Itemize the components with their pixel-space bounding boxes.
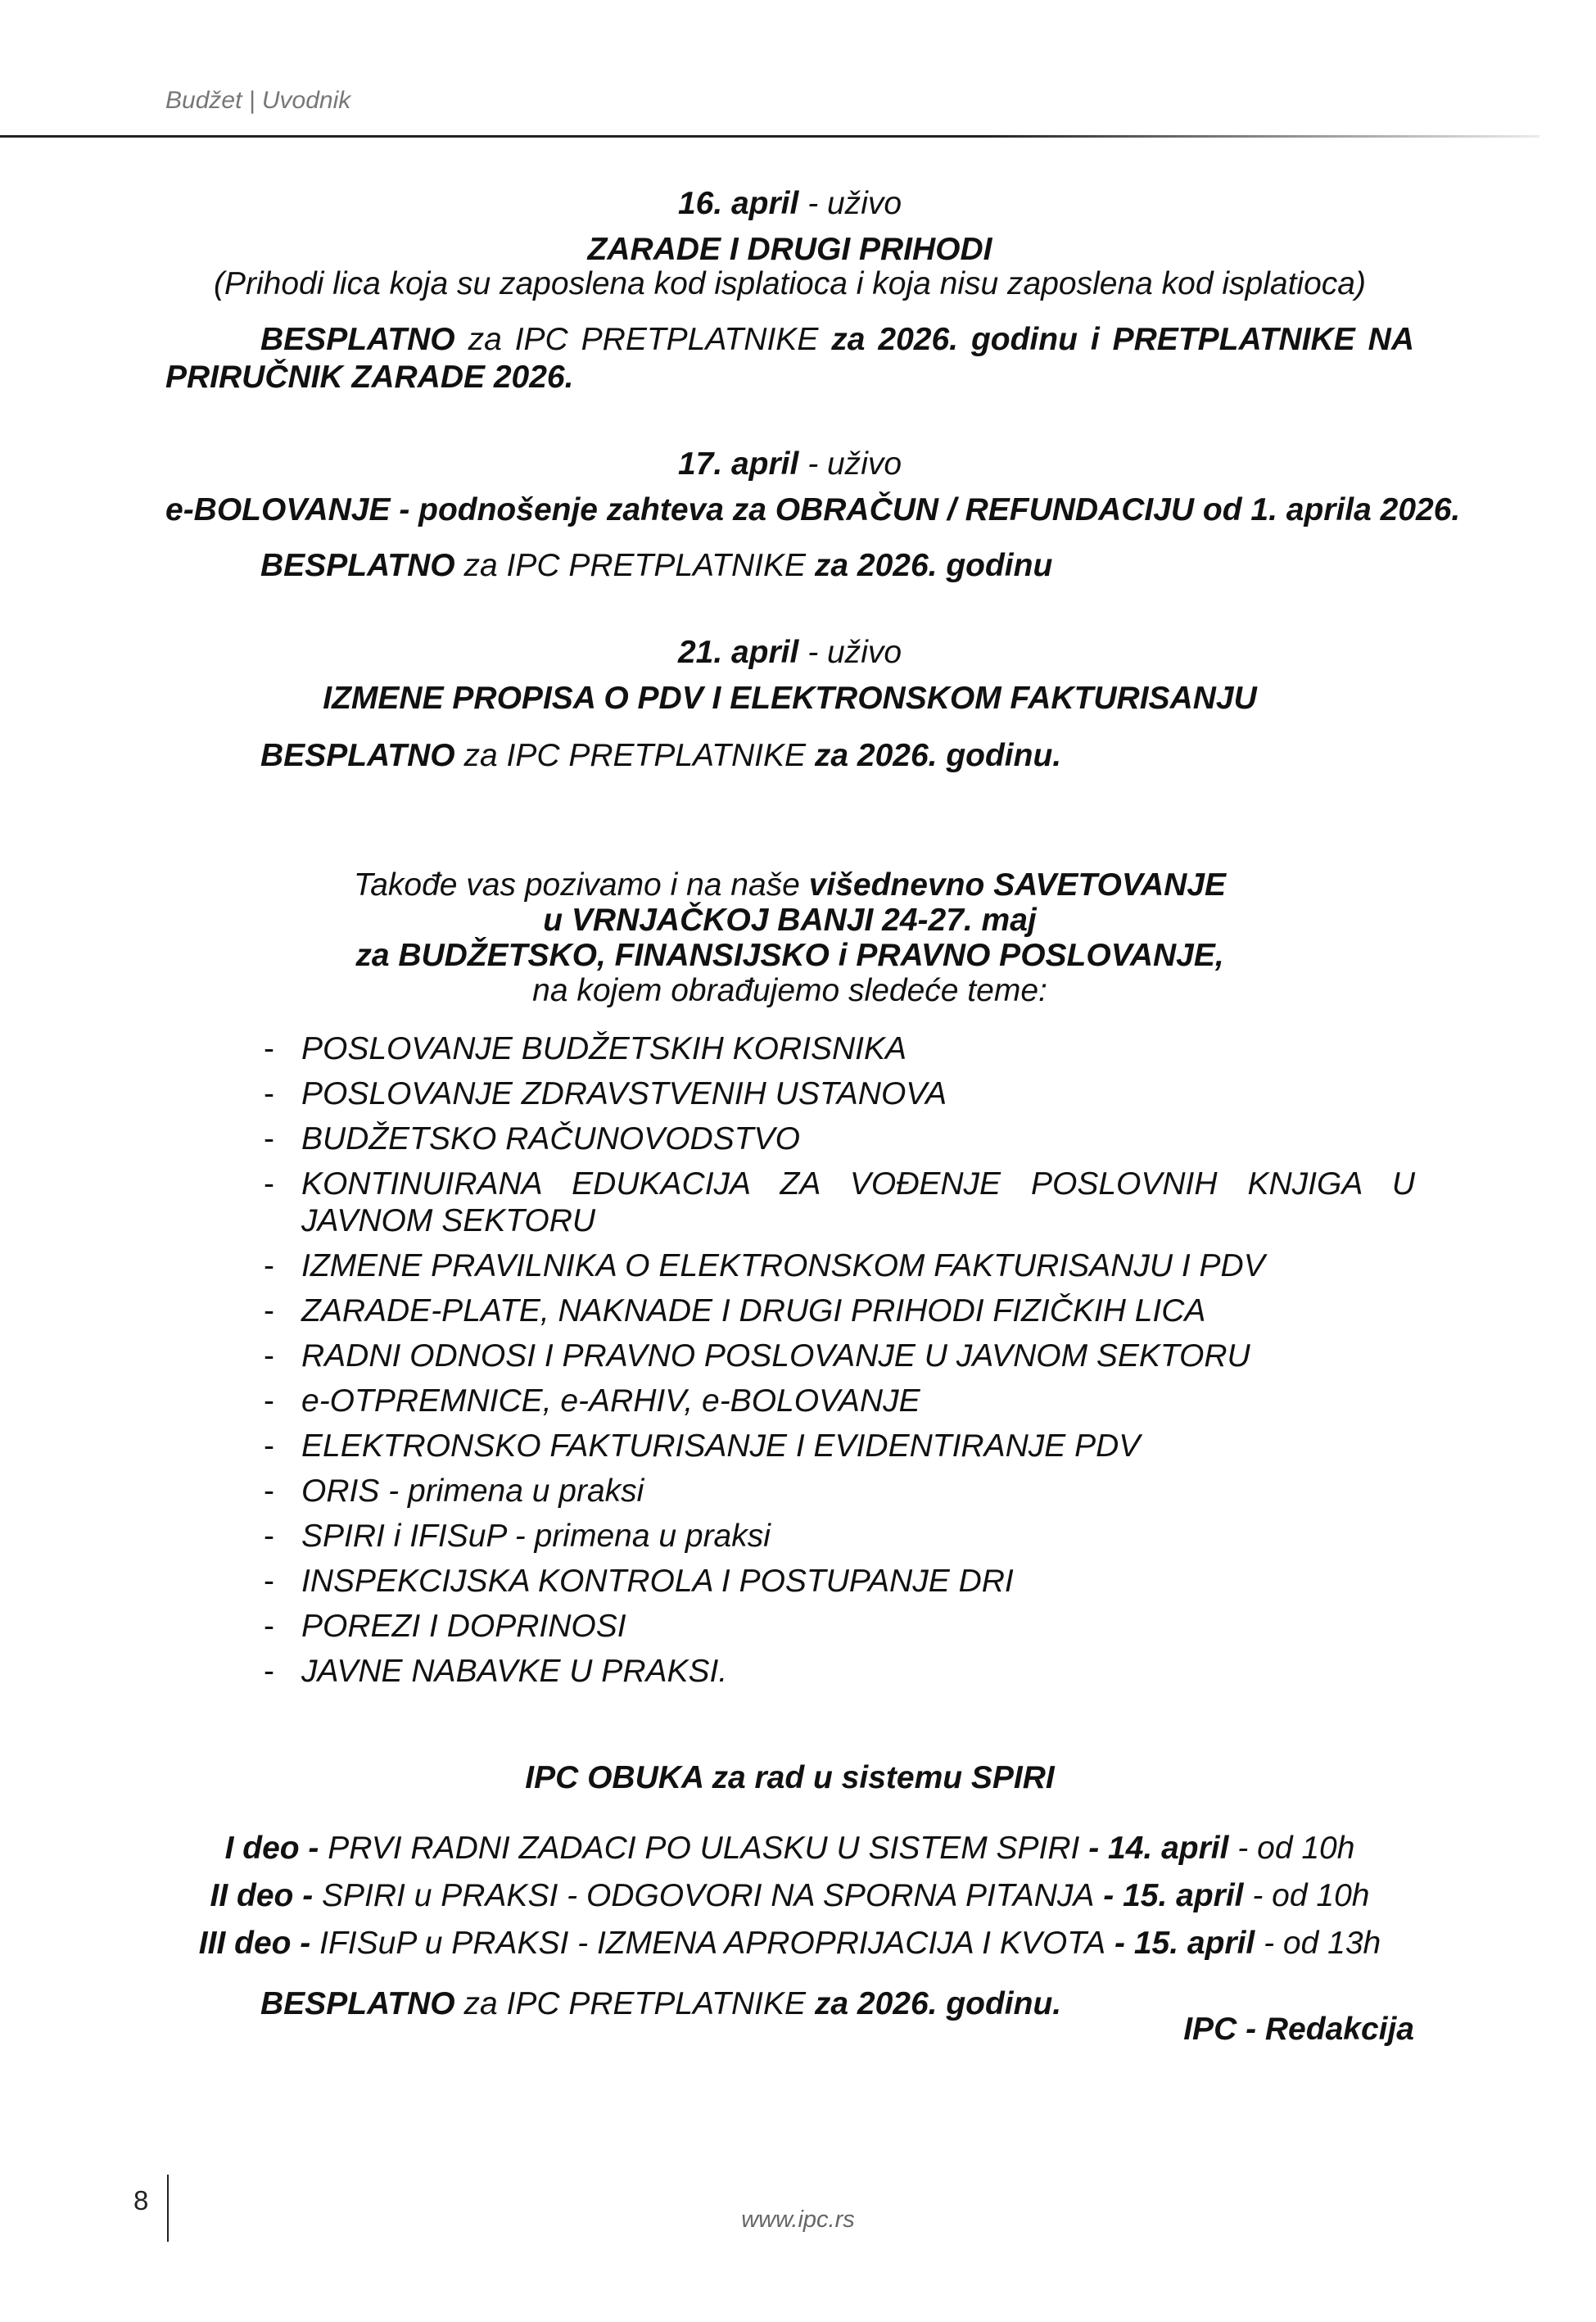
topic-text: INSPEKCIJSKA KONTROLA I POSTUPANJE DRI [301,1564,1014,1599]
topic-dash: - [264,1428,274,1464]
topic-item [260,1653,1415,1690]
event-2-date: 17. april [677,446,799,482]
header-separator: | [248,87,255,114]
topic-dash: - [264,1609,274,1644]
training-part-1-label: I deo - [224,1831,328,1866]
event-3-mode: - uživo [798,635,902,670]
topic-text: KONTINUIRANA EDUKACIJA ZA VOĐENJE POSLOVNIH KNJIGA U JAVNOM SEKTORU [301,1166,1415,1238]
event-3-date-line [165,634,1414,672]
event-3-free-note [260,737,1061,775]
event-1-date-line [165,185,1414,223]
topic-text: BUDŽETSKO RAČUNOVODSTVO [301,1121,800,1156]
topic-list [260,1030,1415,1698]
topic-text: RADNI ODNOSI I PRAVNO POSLOVANJE U JAVNOM SEKTORU [301,1338,1250,1374]
topic-item [260,1608,1415,1645]
header-rule-fade [983,135,1596,138]
topic-text: JAVNE NABAVKE U PRAKSI. [301,1654,728,1689]
training-free-a: BESPLATNO [260,1986,455,2021]
event-1-subtitle: (Prihodi lica koja su zaposlena kod isplatioca i koja nisu zaposlena kod isplatioca) [214,266,1366,301]
training-part-2-time: - od 10h [1243,1878,1370,1913]
topic-dash: - [264,1564,274,1599]
training-title: IPC OBUKA za rad u sistemu SPIRI [525,1760,1055,1795]
training-part-3-time: - od 13h [1255,1926,1381,1961]
topic-dash: - [264,1519,274,1554]
training-part-1-date: - 14. april [1079,1831,1229,1866]
topic-dash: - [264,1076,274,1111]
event-2-free-note [260,547,1052,585]
header-section: Budžet [165,87,242,114]
topic-dash: - [264,1338,274,1374]
topic-item [260,1075,1415,1112]
event-2-free-b: za IPC PRETPLATNIKE [454,548,815,583]
event-2-title: e-BOLOVANJE - podnošenje zahteva za OBRAČUN / REFUNDACIJU od 1. aprila 2026. [165,492,1461,527]
event-1-free-note [165,321,1414,396]
invite-line-1 [165,867,1414,904]
invite-line-3: za BUDŽETSKO, FINANSIJSKO i PRAVNO POSLOVANJE, [355,938,1224,973]
training-part-3-date: - 15. april [1105,1926,1255,1961]
training-part-2 [165,1877,1414,1915]
event-2-free-a: BESPLATNO [260,548,455,583]
topic-item [260,1247,1415,1284]
topic-text: e-OTPREMNICE, e-ARHIV, e-BOLOVANJE [301,1383,920,1419]
topic-item [260,1292,1415,1329]
event-1-mode: - uživo [798,186,902,221]
topic-text: ELEKTRONSKO FAKTURISANJE I EVIDENTIRANJE PDV [301,1428,1141,1464]
topic-text: ORIS - primena u praksi [301,1473,644,1509]
topic-item [260,1338,1415,1374]
signature: IPC - Redakcija [1183,2012,1414,2047]
topic-dash: - [264,1121,274,1156]
event-3-free-b: za IPC PRETPLATNIKE [454,738,815,773]
training-free-note [260,1985,1061,2023]
training-part-2-label: II deo - [210,1878,323,1913]
topic-item [260,1473,1415,1510]
topic-item [260,1120,1415,1157]
topic-item [260,1166,1415,1239]
topic-item [260,1563,1415,1600]
footer-url[interactable]: www.ipc.rs [741,2207,855,2233]
topic-item [260,1030,1415,1067]
event-2-date-line [165,446,1414,483]
event-3-free-a: BESPLATNO [260,738,455,773]
invite-line-1a: Takođe vas pozivamo i na naše [353,867,809,903]
event-3-free-c: za 2026. godinu. [814,738,1062,773]
topic-text: POREZI I DOPRINOSI [301,1609,626,1644]
topic-text: ZARADE-PLATE, NAKNADE I DRUGI PRIHODI FIZIČKIH LICA [301,1293,1206,1328]
topic-dash: - [264,1248,274,1283]
training-part-3 [165,1925,1414,1962]
topic-text: SPIRI i IFISuP - primena u praksi [301,1519,771,1554]
header-subsection: Uvodnik [261,87,351,114]
event-1-free-a: BESPLATNO [260,322,455,357]
training-free-c: za 2026. godinu. [814,1986,1062,2021]
topic-dash: - [264,1654,274,1689]
training-part-3-label: III deo - [198,1926,320,1961]
invite-line-4: na kojem obrađujemo sledeće teme: [532,973,1047,1008]
topic-dash: - [264,1166,274,1202]
page-number: 8 [133,2185,149,2216]
training-part-2-date: - 15. april [1094,1878,1244,1913]
training-free-b: za IPC PRETPLATNIKE [454,1986,815,2021]
training-part-1-time: - od 10h [1228,1831,1355,1866]
topic-text: POSLOVANJE ZDRAVSTVENIH USTANOVA [301,1076,947,1111]
event-1-title: ZARADE I DRUGI PRIHODI [587,232,992,267]
topic-item [260,1383,1415,1419]
event-3-date: 21. april [677,635,799,670]
event-1-date: 16. april [677,186,799,221]
topic-text: IZMENE PRAVILNIKA O ELEKTRONSKOM FAKTURISANJU I PDV [301,1248,1265,1283]
topic-item [260,1518,1415,1555]
topic-text: POSLOVANJE BUDŽETSKIH KORISNIKA [301,1031,907,1066]
event-1-free-c: za 2026. godinu i PRETPLATNIKE NA PRIRUČNIK ZARADE 2026. [165,322,1414,395]
training-part-2-topic: SPIRI u PRAKSI - ODGOVORI NA SPORNA PITANJA [322,1878,1095,1913]
topic-item [260,1428,1415,1464]
topic-dash: - [264,1293,274,1328]
topic-dash: - [264,1031,274,1066]
event-3-title: IZMENE PROPISA O PDV I ELEKTRONSKOM FAKTURISANJU [323,681,1257,716]
training-part-3-topic: IFISuP u PRAKSI - IZMENA APROPRIJACIJA I KVOTA [319,1926,1106,1961]
running-header [165,87,350,115]
invite-line-1b: višednevno SAVETOVANJE [808,867,1227,903]
training-part-1 [165,1830,1414,1867]
event-2-mode: - uživo [798,446,902,482]
topic-dash: - [264,1473,274,1509]
event-2-free-c: za 2026. godinu [814,548,1053,583]
event-1-free-b: za IPC PRETPLATNIKE [454,322,832,357]
invite-line-2: u VRNJAČKOJ BANJI 24-27. maj [543,903,1037,938]
topic-dash: - [264,1383,274,1419]
training-part-1-topic: PRVI RADNI ZADACI PO ULASKU U SISTEM SPIRI [328,1831,1080,1866]
